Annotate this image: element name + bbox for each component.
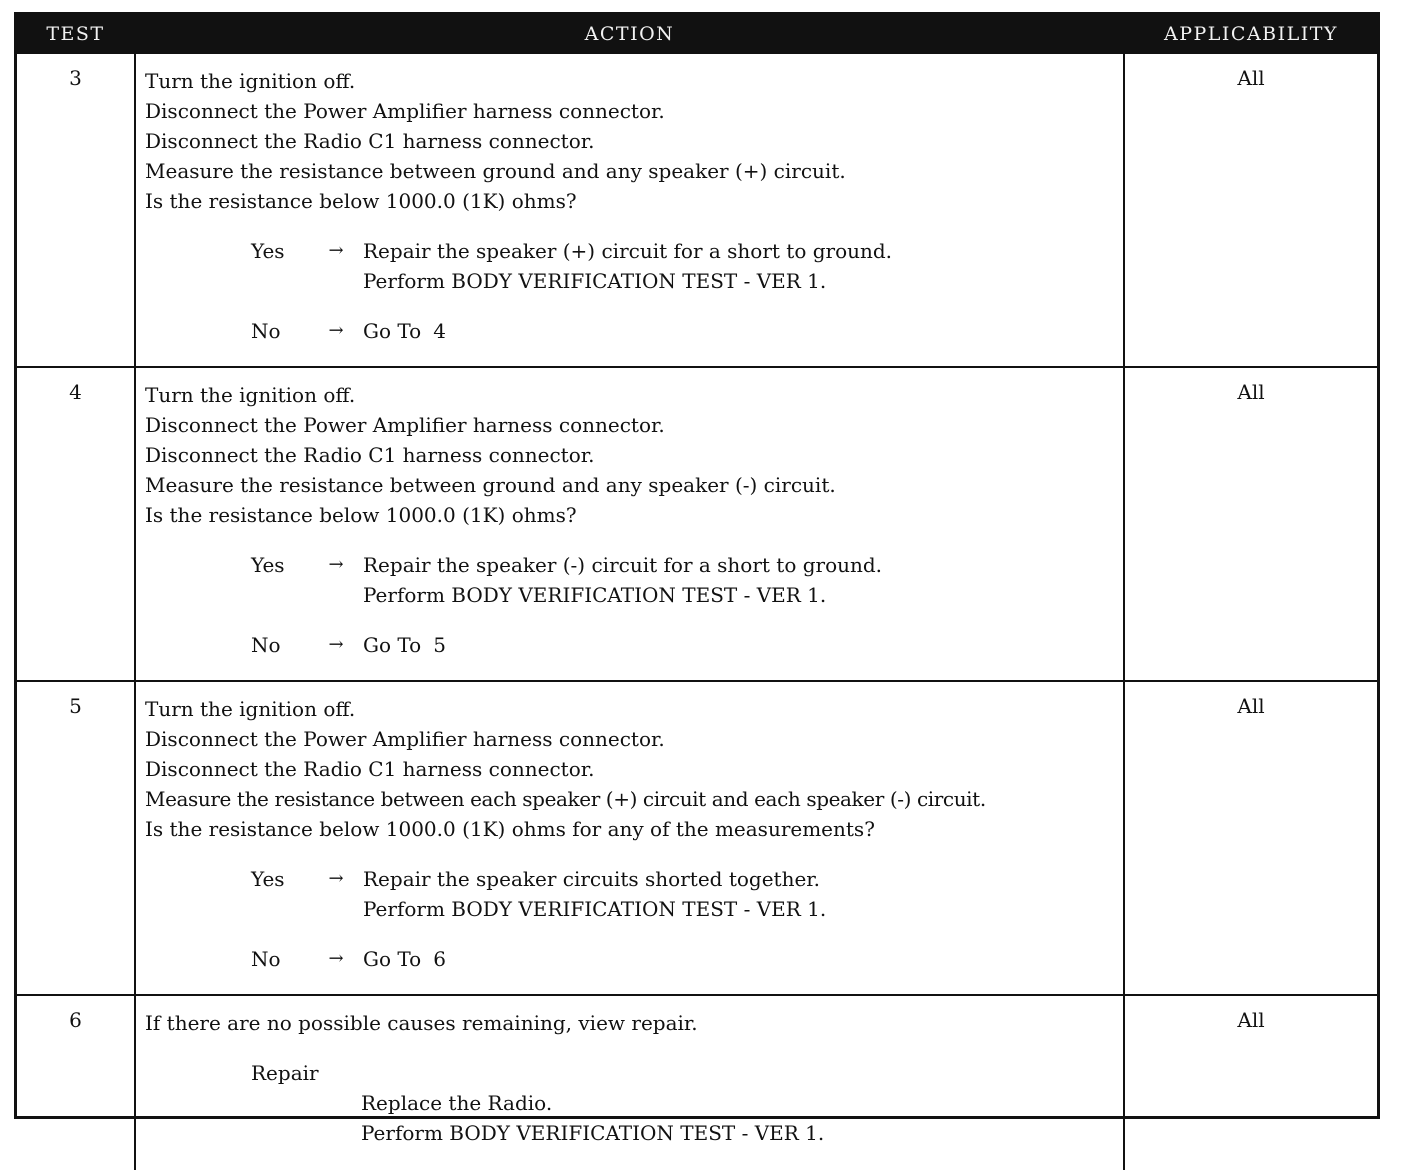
- table-header: [17, 15, 1377, 53]
- header-applicability: APPLICABILITY: [1124, 15, 1377, 53]
- no-branch: [145, 630, 1123, 660]
- repair-block: [145, 1058, 1123, 1148]
- yes-result: [363, 550, 882, 610]
- no-result: [363, 944, 446, 974]
- yes-result-line: Repair the speaker (-) circuit for a short to ground.: [363, 553, 883, 577]
- arrow-right-icon: →: [328, 868, 344, 889]
- repair-line: Replace the Radio.: [361, 1091, 553, 1115]
- applicability-value: All: [1237, 694, 1265, 718]
- applicability-cell: [1124, 995, 1377, 1170]
- yes-result: [363, 236, 892, 296]
- action-step: Turn the ignition off.: [145, 697, 356, 721]
- action-cell: [135, 995, 1124, 1170]
- test-number: 5: [69, 694, 82, 718]
- applicability-value: All: [1237, 1008, 1265, 1032]
- table-row: [17, 995, 1377, 1170]
- action-step: Measure the resistance between ground and any speaker (+) circuit.: [145, 159, 846, 183]
- arrow-right-icon: →: [328, 634, 344, 655]
- test-number-cell: [17, 53, 135, 367]
- applicability-cell: [1124, 53, 1377, 367]
- action-step: Disconnect the Radio C1 harness connector.: [145, 443, 595, 467]
- header-action: ACTION: [135, 15, 1124, 53]
- goto-text: Go To: [363, 633, 422, 657]
- goto-text: Go To: [363, 947, 422, 971]
- action-cell: [135, 53, 1124, 367]
- no-branch: [145, 316, 1123, 346]
- applicability-value: All: [1237, 380, 1265, 404]
- yes-label: Yes: [251, 239, 285, 263]
- action-cell: [135, 681, 1124, 995]
- arrow-right-icon: →: [328, 948, 344, 969]
- repair-line: Perform BODY VERIFICATION TEST - VER 1.: [361, 1121, 825, 1145]
- test-number-cell: [17, 995, 135, 1170]
- goto-target: 5: [433, 633, 446, 657]
- test-number: 3: [69, 66, 82, 90]
- test-table: [17, 15, 1377, 1170]
- yes-branch: [145, 236, 1123, 296]
- header-test: TEST: [17, 15, 135, 53]
- action-step: Turn the ignition off.: [145, 383, 356, 407]
- goto-target: 4: [433, 319, 446, 343]
- yes-result-line: Perform BODY VERIFICATION TEST - VER 1.: [363, 583, 827, 607]
- table-row: [17, 681, 1377, 995]
- yes-result-line: Repair the speaker (+) circuit for a short to ground.: [363, 239, 893, 263]
- header-row: [17, 15, 1377, 53]
- action-step: Disconnect the Radio C1 harness connector.: [145, 129, 595, 153]
- action-step: Disconnect the Power Amplifier harness connector.: [145, 727, 665, 751]
- action-cell: [135, 367, 1124, 681]
- action-step: Disconnect the Radio C1 harness connector.: [145, 757, 595, 781]
- table-row: [17, 53, 1377, 367]
- test-number-cell: [17, 681, 135, 995]
- goto-text: Go To: [363, 319, 422, 343]
- no-branch: [145, 944, 1123, 974]
- repair-instructions: [251, 1088, 1123, 1148]
- no-label: No: [251, 633, 281, 657]
- repair-label: Repair: [251, 1061, 319, 1085]
- yes-result-line: Perform BODY VERIFICATION TEST - VER 1.: [363, 897, 827, 921]
- applicability-value: All: [1237, 66, 1265, 90]
- applicability-cell: [1124, 681, 1377, 995]
- action-question: Is the resistance below 1000.0 (1K) ohms for any of the measurements?: [145, 817, 875, 841]
- applicability-cell: [1124, 367, 1377, 681]
- yes-label: Yes: [251, 553, 285, 577]
- action-step: Measure the resistance between ground and any speaker (-) circuit.: [145, 473, 836, 497]
- action-step: If there are no possible causes remaining, view repair.: [145, 1011, 698, 1035]
- action-step: Disconnect the Power Amplifier harness connector.: [145, 99, 665, 123]
- table-row: [17, 367, 1377, 681]
- goto-target: 6: [433, 947, 446, 971]
- yes-result-line: Repair the speaker circuits shorted together.: [363, 867, 821, 891]
- action-step: Disconnect the Power Amplifier harness connector.: [145, 413, 665, 437]
- action-question: Is the resistance below 1000.0 (1K) ohms?: [145, 189, 577, 213]
- no-label: No: [251, 947, 281, 971]
- test-number-cell: [17, 367, 135, 681]
- yes-label: Yes: [251, 867, 285, 891]
- arrow-right-icon: →: [328, 554, 344, 575]
- no-result: [363, 316, 446, 346]
- arrow-right-icon: →: [328, 240, 344, 261]
- no-result: [363, 630, 446, 660]
- diagnostic-test-table: [14, 12, 1380, 1145]
- yes-branch: [145, 864, 1123, 924]
- test-number: 4: [69, 380, 82, 404]
- no-label: No: [251, 319, 281, 343]
- yes-branch: [145, 550, 1123, 610]
- yes-result: [363, 864, 826, 924]
- yes-result-line: Perform BODY VERIFICATION TEST - VER 1.: [363, 269, 827, 293]
- action-step: Measure the resistance between each speaker (+) circuit and each speaker (-) circuit.: [145, 787, 986, 811]
- test-number: 6: [69, 1008, 82, 1032]
- action-question: Is the resistance below 1000.0 (1K) ohms?: [145, 503, 577, 527]
- action-step: Turn the ignition off.: [145, 69, 356, 93]
- arrow-right-icon: →: [328, 320, 344, 341]
